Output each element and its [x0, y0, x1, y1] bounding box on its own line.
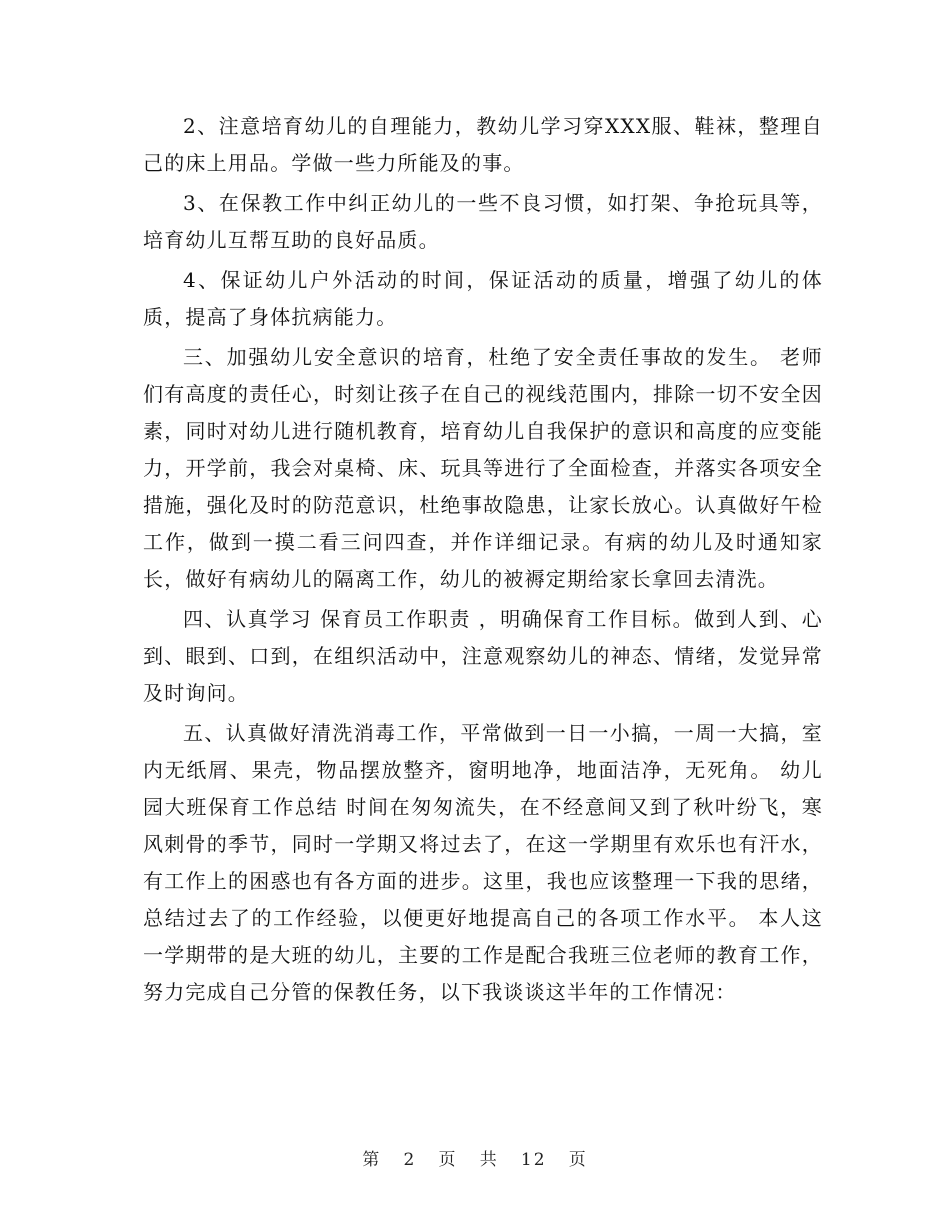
page-footer: [0, 1145, 950, 1170]
footer-label-total-unit: 页: [568, 1150, 588, 1170]
footer-current-page: 2: [403, 1150, 417, 1170]
footer-label-page: 第: [362, 1150, 382, 1170]
paragraph-cleaning-summary: 五、认真做好清洗消毒工作，平常做到一日一小搞，一周一大搞，室内无纸屑、果壳，物品摆放整齐，窗明地净，地面洁净，无死角。 幼儿园大班保育工作总结 时间在匆匆流失，在不经意间又到了秋叶纷飞，寒风刺骨的季节，同时一学期又将过去了，在这一学期里有欢乐也有汗水，有工作上的困惑也有各方面的进步。这里，我也应该整理一下我的思绪，总结过去了的工作经验，以便更好地提高自己的各项工作水平。 本人这一学期带的是大班的幼儿，主要的工作是配合我班三位老师的教育工作，努力完成自己分管的保教任务，以下我谈谈这半年的工作情况：: [143, 721, 823, 1004]
paragraph-self-care: 2、注意培育幼儿的自理能力，教幼儿学习穿XXX服、鞋袜，整理自己的床上用品。学做一些力所能及的事。: [143, 114, 823, 175]
footer-total-pages: 12: [520, 1150, 547, 1170]
paragraph-bad-habits: 3、在保教工作中纠正幼儿的一些不良习惯，如打架、争抢玩具等，培育幼儿互帮互助的良好品质。: [143, 191, 823, 252]
footer-label-total: 共: [479, 1150, 499, 1170]
paragraph-outdoor-activity: 4、保证幼儿户外活动的时间，保证活动的质量，增强了幼儿的体质，提高了身体抗病能力。: [143, 268, 823, 329]
paragraph-duties-study: 四、认真学习 保育员工作职责 ，明确保育工作目标。做到人到、心到、眼到、口到，在组织活动中，注意观察幼儿的神态、情绪，发觉异常及时询问。: [143, 607, 823, 705]
document-body: [143, 108, 823, 1014]
paragraph-safety-awareness: 三、加强幼儿安全意识的培育，杜绝了安全责任事故的发生。 老师们有高度的责任心，时刻让孩子在自己的视线范围内，排除一切不安全因素，同时对幼儿进行随机教育，培育幼儿自我保护的意识和高度的应变能力，开学前，我会对桌椅、床、玩具等进行了全面检查，并落实各项安全措施，强化及时的防范意识，杜绝事故隐患，让家长放心。认真做好午检工作，做到一摸二看三问四查，并作详细记录。有病的幼儿及时通知家长，做好有病幼儿的隔离工作，幼儿的被褥定期给家长拿回去清洗。: [143, 345, 823, 591]
footer-label-page-unit: 页: [438, 1150, 458, 1170]
